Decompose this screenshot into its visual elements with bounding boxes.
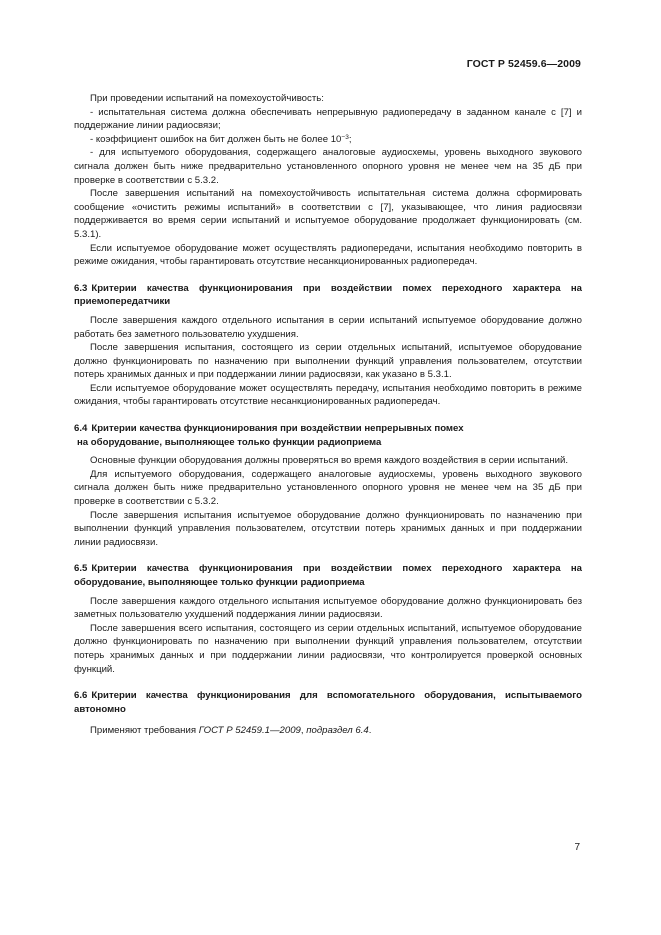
section-6-3-title: Критерии качества функционирования при воздействии помех переходного характера на приемопередатчики [74, 282, 582, 308]
intro-item-2 [74, 133, 582, 147]
document-body [74, 92, 582, 738]
section-6-4-paragraph-2: Для испытуемого оборудования, содержащего аналоговые аудиосхемы, уровень выходного звукового сигнала должен быть ниже предварительно установленного опорного уровня не менее чем на 35 дБ при проверке в соответствии с 5.3.2. [74, 468, 582, 508]
intro-paragraph-3: Если испытуемое оборудование может осуществлять радиопередачи, испытания необходимо повторить в режиме ожидания, чтобы гарантировать отсутствие несанкционированных радиопередач. [74, 242, 582, 268]
section-6-4-heading [74, 422, 582, 449]
section-6-6-number: 6.6 [74, 690, 88, 702]
section-6-5-title: Критерии качества функционирования при воздействии помех переходного характера на оборудование, выполняющее только функции радиоприема [74, 563, 582, 588]
intro-item-3: - для испытуемого оборудования, содержащего аналоговые аудиосхемы, уровень выходного звукового сигнала должен быть ниже предварительно установленного опорного уровня не менее чем на 35 дБ при проверке в соответствии с 5.3.2. [74, 147, 582, 186]
section-6-5-number: 6.5 [74, 563, 88, 575]
section-6-4-title-line-2: на оборудование, выполняющее только функции радиоприема [77, 436, 382, 448]
section-6-4-number: 6.4 [74, 423, 88, 435]
section-6-5-paragraph-1: После завершения каждого отдельного испытания испытуемое оборудование должно функционировать без заметных пользователю ухудшений поддержания линии радиосвязи. [74, 595, 582, 621]
section-6-3-heading [74, 282, 582, 309]
page-number: 7 [574, 842, 580, 853]
section-6-3-paragraph-1: После завершения каждого отдельного испытания в серии испытаний испытуемое оборудование должно работать без заметного пользователю ухудшения. [74, 314, 582, 340]
section-6-6-paragraph-1 [74, 724, 582, 738]
intro-lead: При проведении испытаний на помехоустойчивость: [90, 93, 324, 104]
section-6-3-paragraph-2: После завершения испытания, состоящего из серии отдельных испытаний, испытуемое оборудование должно функционировать по назначению при выполнении функций управления пользователем, отсутствии потерь хранимых данных и при поддержании линии радиосвязи, как указано в 5.3.1. [74, 342, 582, 381]
intro-paragraph-2: После завершения испытаний на помехоустойчивость испытательная система должна сформировать сообщение «очистить режимы испытаний» в соответствии с [7], указывающее, что линия радиосвязи поддерживается во время серии испытаний и испытуемое оборудование продолжает функционировать (см. 5.3.1). [74, 188, 582, 240]
section-6-6-title: Критерии качества функционирования для вспомогательного оборудования, испытываемого автономно [74, 690, 582, 715]
section-6-4-title-line-1: Критерии качества функционирования при воздействии непрерывных помех [91, 423, 464, 435]
section-6-6-heading [74, 689, 582, 716]
section-6-6-text: Применяют требования [90, 725, 199, 737]
doc-number-header: ГОСТ Р 52459.6—2009 [466, 58, 581, 70]
intro-item-1: - испытательная система должна обеспечивать непрерывную радиопередачу в заданном канале с [7] и поддержание линии радиосвязи; [74, 106, 582, 132]
intro-item-2-end: ; [348, 133, 352, 145]
section-6-6-standard-ref: ГОСТ Р 52459.1—2009 [198, 725, 301, 737]
section-6-6-end: . [368, 725, 372, 737]
section-6-5-heading [74, 562, 582, 589]
section-6-4-paragraph-3: После завершения испытания испытуемое оборудование должно функционировать по назначению при выполнении функций управления пользователем, отсутствии потерь хранимых данных и при поддержании линии радиосвязи. [74, 509, 582, 548]
section-6-3-number: 6.3 [74, 282, 88, 294]
section-6-6-comma: , [300, 725, 307, 737]
intro-item-2-exponent: −3 [341, 133, 349, 141]
section-6-4-paragraph-1: Основные функции оборудования должны проверяться во время каждого воздействия в серии испытаний. [90, 455, 569, 467]
section-6-3-paragraph-3: Если испытуемое оборудование может осуществлять передачу, испытания необходимо повторить в режиме ожидания, чтобы гарантировать отсутствие несанкционированных радиопередач. [74, 382, 582, 408]
intro-item-2-text: - коэффициент ошибок на бит должен быть не более 10 [90, 133, 342, 145]
section-6-5-paragraph-2: После завершения всего испытания, состоящего из серии отдельных испытаний, испытуемое оборудование должно функционировать по назначению при выполнении функций управления пользователем, отсутствии потерь хранимых данных и при поддержании линии радиосвязи, что контролируется проверкой основных функций. [74, 622, 582, 675]
section-6-6-subsection-ref: подраздел 6.4 [306, 725, 369, 737]
